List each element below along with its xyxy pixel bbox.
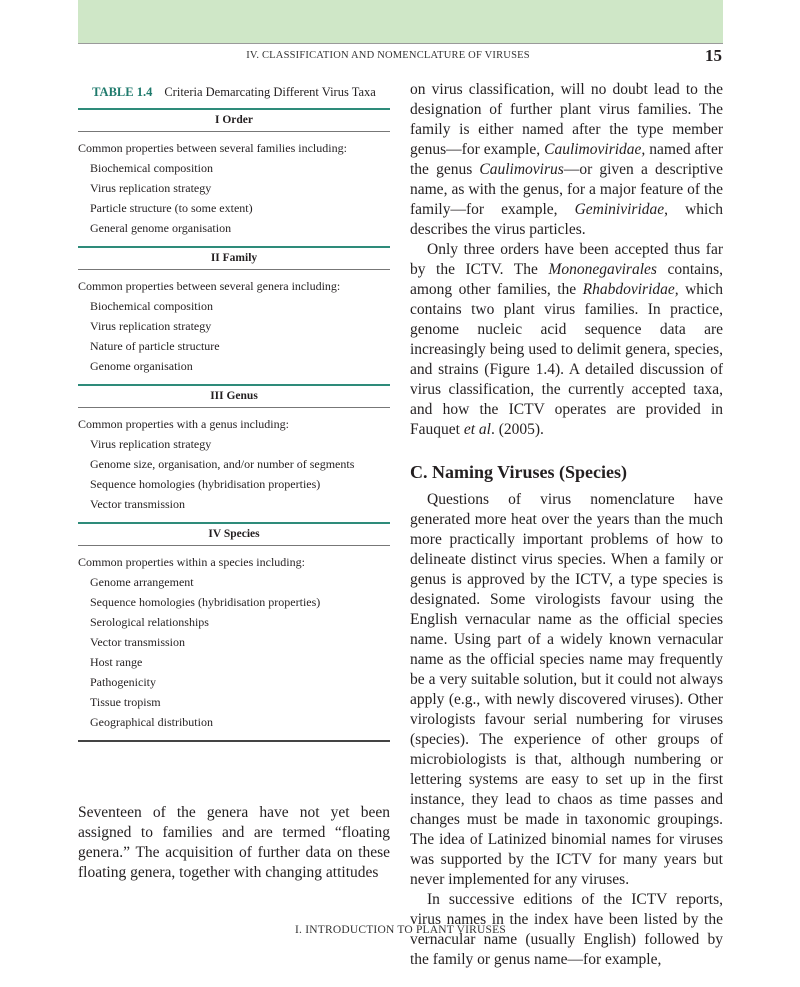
table-section <box>78 522 390 730</box>
section-intro: Common properties between several genera including: <box>78 279 341 293</box>
left-column-paragraph: Seventeen of the genera have not yet been assigned to families and are termed “floating genera.” The acquisition of further data on these floating genera, together with changing attitudes <box>78 804 390 881</box>
table-label: TABLE 1.4 <box>92 85 153 99</box>
criterion-item: Pathogenicity <box>90 675 156 689</box>
section-body <box>78 408 390 512</box>
header-rule <box>78 43 723 44</box>
section-intro: Common properties within a species including: <box>78 555 305 569</box>
taxon-rank-heading: I Order <box>214 114 253 126</box>
criterion-item: Virus replication strategy <box>90 319 212 333</box>
criterion-item: Serological relationships <box>90 615 209 629</box>
header-band <box>78 0 723 43</box>
table-section <box>78 384 390 512</box>
criterion-item: Virus replication strategy <box>90 181 212 195</box>
criteria-table <box>78 85 390 742</box>
section-intro: Common properties between several families including: <box>78 141 347 155</box>
criterion-item: Tissue tropism <box>90 695 161 709</box>
taxon-rank-heading: III Genus <box>210 390 258 402</box>
section-intro: Common properties with a genus including: <box>78 417 289 431</box>
criterion-item: Genome organisation <box>90 359 193 373</box>
table-caption <box>78 85 390 100</box>
criterion-item: Nature of particle structure <box>90 339 220 353</box>
paragraph-nomenclature: Questions of virus nomenclature have generated more heat over the years than the much more practically important problems of how to delineate distinct virus species. When a family or genus is approved by the ICTV, a type species is designated. Some virologists favour using the English vernacular name as the official species name. Using part of a widely known vernacular name as the official species name may frequently be a very suitable solution, but it could not always apply (e.g., with newly discovered viruses). Other virologists favour serial numbering for viruses (species). The experience of other groups of microbiologists is that, although numbering or lettering systems are easy to set up in the first instance, they lead to chaos as time passes and changes must be made in taxonomic groupings. The idea of Latinized binomial names for viruses was supported by the ICTV for many years but never implemented for any viruses. <box>410 491 723 888</box>
section-body <box>78 270 390 374</box>
table-section <box>78 108 390 236</box>
criterion-item: Virus replication strategy <box>90 437 212 451</box>
criterion-item: General genome organisation <box>90 221 232 235</box>
taxon-rank-heading: IV Species <box>208 528 260 540</box>
right-column <box>410 80 723 970</box>
page-number: 15 <box>705 46 722 65</box>
table-title: Criteria Demarcating Different Virus Taxa <box>164 85 376 99</box>
section-body <box>78 132 390 236</box>
section-body <box>78 546 390 730</box>
criterion-item: Sequence homologies (hybridisation properties) <box>90 477 321 491</box>
criterion-item: Vector transmission <box>90 497 185 511</box>
criterion-item: Vector transmission <box>90 635 185 649</box>
criterion-item: Biochemical composition <box>90 299 213 313</box>
table-bottom-rule <box>78 740 390 742</box>
paragraph-ictv-reports: In successive editions of the ICTV reports, virus names in the index have been listed by the vernacular name (usually English) followed by the family or genus name—for example, <box>410 891 723 968</box>
running-head: IV. CLASSIFICATION AND NOMENCLATURE OF VIRUSES <box>246 50 530 61</box>
page-footer: I. INTRODUCTION TO PLANT VIRUSES <box>295 924 506 936</box>
taxon-rank-heading: II Family <box>210 252 258 264</box>
criterion-item: Particle structure (to some extent) <box>90 201 253 215</box>
criterion-item: Genome arrangement <box>90 575 194 589</box>
criterion-item: Biochemical composition <box>90 161 213 175</box>
table-sections <box>78 108 390 730</box>
criterion-item: Geographical distribution <box>90 715 213 729</box>
table-section <box>78 246 390 374</box>
section-heading: C. Naming Viruses (Species) <box>410 462 627 482</box>
criterion-item: Sequence homologies (hybridisation properties) <box>90 595 321 609</box>
criterion-item: Genome size, organisation, and/or number of segments <box>90 457 355 471</box>
paragraph-orders: Only three orders have been accepted thus far by the ICTV. The Mononegavirales contains, among other families, the Rhabdoviridae, which contains two plant virus families. In practice, genome nucleic acid sequence data are increasingly being used to delimit genera, species, and strains (Figure 1.4). A detailed discussion of virus classification, the currently accepted taxa, and how the ICTV operates are provided in Fauquet et al. (2005). <box>410 241 724 438</box>
paragraph-family-naming: on virus classification, will no doubt lead to the designation of further plant virus families. The family is either named after the type member genus—for example, Caulimoviridae, named after the genus Caulimovirus—or given a descriptive name, as with the genus, for a major feature of the family—for example, Geminiviridae, which describes the virus particles. <box>410 81 723 238</box>
criterion-item: Host range <box>90 655 143 669</box>
